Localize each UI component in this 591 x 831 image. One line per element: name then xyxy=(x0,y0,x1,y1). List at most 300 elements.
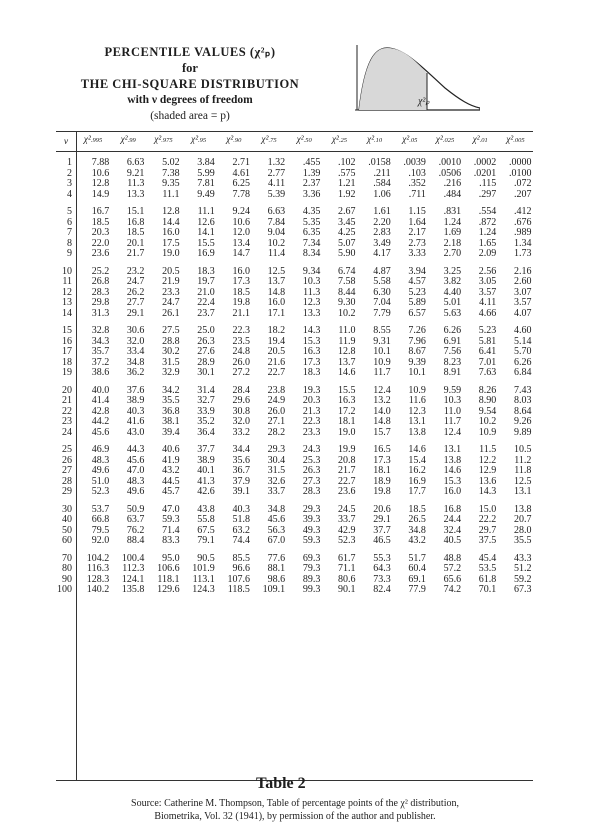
percentile-value-cell: 51.7 xyxy=(408,552,426,564)
table-row xyxy=(56,309,533,320)
percentile-value-cell: 4.60 xyxy=(513,325,532,336)
percentile-value-cell: 3.33 xyxy=(408,248,426,259)
percentile-value-cell: 27.5 xyxy=(162,325,180,336)
percentile-value-cell: 48.8 xyxy=(443,552,462,564)
percentile-value-cell: 37.7 xyxy=(373,524,391,536)
percentile-value-cell: 67.5 xyxy=(197,524,215,536)
column-header-subscript: .10 xyxy=(374,137,383,144)
percentile-value-cell: 17.3 xyxy=(373,454,391,466)
degrees-of-freedom-cell: 12 xyxy=(62,286,72,298)
percentile-value-cell: 124.3 xyxy=(192,584,215,595)
percentile-value-cell: 1.61 xyxy=(373,206,391,217)
percentile-value-cell: .989 xyxy=(513,227,532,238)
percentile-value-cell: 2.77 xyxy=(267,167,286,179)
percentile-value-cell: 99.3 xyxy=(302,584,321,595)
column-header xyxy=(463,135,497,145)
percentile-value-cell: 8.26 xyxy=(478,384,497,396)
percentile-value-cell: 35.7 xyxy=(91,346,110,357)
percentile-value-cell: 1.73 xyxy=(513,248,532,259)
column-header-symbol: χ² xyxy=(435,135,443,145)
percentile-value-cell: 50.9 xyxy=(126,503,145,515)
percentile-value-cell: 24.7 xyxy=(126,276,145,287)
percentile-value-cell: 21.7 xyxy=(338,465,356,476)
percentile-value-cell: 6.41 xyxy=(478,346,497,357)
percentile-value-cell: 135.8 xyxy=(121,584,145,595)
percentile-value-cell: 51.2 xyxy=(513,563,532,574)
percentile-value-cell: 12.9 xyxy=(478,465,497,476)
percentile-value-cell: .484 xyxy=(443,188,462,200)
percentile-value-cell: 9.31 xyxy=(373,335,391,347)
percentile-value-cell: 22.4 xyxy=(197,297,215,308)
percentile-value-cell: 7.56 xyxy=(443,346,462,357)
percentile-value-cell: 82.4 xyxy=(373,584,391,595)
percentile-value-cell: .0010 xyxy=(438,157,462,168)
percentile-value-cell: 42.8 xyxy=(91,405,110,417)
degrees-of-freedom-cell: 7 xyxy=(67,227,72,238)
percentile-value-cell: .711 xyxy=(408,188,426,200)
table-row xyxy=(56,515,533,526)
percentile-value-cell: 2.20 xyxy=(373,216,391,228)
percentile-value-cell: .455 xyxy=(302,157,321,168)
percentile-value-cell: 18.3 xyxy=(302,367,321,378)
table-row xyxy=(56,228,533,239)
percentile-value-cell: 18.5 xyxy=(232,286,250,298)
percentile-value-cell: 26.2 xyxy=(126,286,145,298)
percentile-value-cell: 45.4 xyxy=(478,552,497,564)
degrees-of-freedom-cell: 29 xyxy=(62,486,72,497)
percentile-value-cell: 26.5 xyxy=(408,514,426,525)
percentile-value-cell: 3.07 xyxy=(513,286,532,298)
percentile-value-cell: 17.3 xyxy=(302,356,321,368)
percentile-value-cell: 77.6 xyxy=(267,552,286,564)
percentile-value-cell: 1.64 xyxy=(408,216,426,228)
percentile-value-cell: 2.67 xyxy=(338,206,356,217)
percentile-value-cell: 26.0 xyxy=(232,356,250,368)
nu-column-header: ν xyxy=(63,137,69,147)
percentile-value-cell: 26.8 xyxy=(91,276,110,287)
percentile-value-cell: 88.4 xyxy=(126,535,145,546)
percentile-value-cell: 116.3 xyxy=(87,563,110,574)
percentile-value-cell: 90.5 xyxy=(197,552,215,564)
percentile-value-cell: 12.8 xyxy=(91,178,110,189)
percentile-value-cell: 33.4 xyxy=(126,346,145,357)
percentile-value-cell: 11.5 xyxy=(479,444,497,455)
percentile-value-cell: 13.7 xyxy=(267,276,286,287)
percentile-value-cell: 49.6 xyxy=(91,465,110,476)
percentile-value-cell: 9.54 xyxy=(478,405,497,417)
table-top-rule xyxy=(56,131,533,132)
percentile-value-cell: 38.9 xyxy=(126,395,145,406)
percentile-value-cell: .211 xyxy=(373,167,391,179)
percentile-value-cell: .352 xyxy=(408,178,426,189)
percentile-value-cell: 41.3 xyxy=(197,475,215,487)
percentile-value-cell: 30.6 xyxy=(126,325,145,336)
percentile-value-cell: 8.67 xyxy=(408,346,426,357)
percentile-value-cell: 31.3 xyxy=(91,307,110,319)
percentile-value-cell: 4.87 xyxy=(373,265,391,277)
percentile-value-cell: 31.5 xyxy=(267,465,286,476)
source-note xyxy=(60,797,530,823)
column-header-subscript: .01 xyxy=(479,137,488,144)
degrees-of-freedom-cell: 20 xyxy=(62,384,72,396)
percentile-value-cell: 9.30 xyxy=(338,297,356,308)
percentile-value-cell: 10.9 xyxy=(478,426,497,438)
percentile-value-cell: 12.4 xyxy=(373,384,391,396)
percentile-value-cell: 10.2 xyxy=(478,416,497,427)
degrees-of-freedom-cell: 18 xyxy=(62,356,72,368)
percentile-value-cell: 4.61 xyxy=(232,167,250,179)
table-row xyxy=(56,536,533,547)
percentile-value-cell: 6.57 xyxy=(408,307,426,319)
percentile-value-cell: 18.5 xyxy=(408,503,426,515)
percentile-value-cell: 25.2 xyxy=(91,265,110,277)
percentile-value-cell: 26.3 xyxy=(197,335,215,347)
percentile-value-cell: 49.3 xyxy=(302,524,321,536)
table-row xyxy=(56,158,533,169)
percentile-value-cell: 11.4 xyxy=(267,248,286,259)
percentile-value-cell: 38.9 xyxy=(197,454,215,466)
degrees-of-freedom-cell: 4 xyxy=(67,188,72,200)
percentile-value-cell: 46.9 xyxy=(91,444,110,455)
percentile-value-cell: 63.2 xyxy=(232,524,250,536)
percentile-value-cell: 7.26 xyxy=(408,325,426,336)
percentile-value-cell: 124.1 xyxy=(121,573,145,585)
percentile-value-cell: 42.9 xyxy=(338,524,356,536)
percentile-value-cell: 15.3 xyxy=(302,335,321,347)
column-header-symbol: χ² xyxy=(261,135,269,145)
percentile-value-cell: 39.1 xyxy=(232,486,250,497)
percentile-value-cell: 13.8 xyxy=(513,503,532,515)
percentile-value-cell: 14.8 xyxy=(373,416,391,427)
percentile-value-cell: 40.1 xyxy=(197,465,215,476)
percentile-value-cell: 29.6 xyxy=(232,395,250,406)
percentile-value-cell: 60.4 xyxy=(408,563,426,574)
percentile-value-cell: 20.7 xyxy=(513,514,532,525)
percentile-value-cell: 16.8 xyxy=(443,503,462,515)
percentile-value-cell: 9.35 xyxy=(162,178,180,189)
percentile-value-cell: .676 xyxy=(513,216,532,228)
degrees-of-freedom-cell: 17 xyxy=(62,346,72,357)
percentile-value-cell: 32.9 xyxy=(162,367,180,378)
percentile-value-cell: 13.3 xyxy=(126,188,145,200)
percentile-value-cell: 8.23 xyxy=(443,356,462,368)
percentile-value-cell: 34.8 xyxy=(267,503,286,515)
percentile-value-cell: 104.2 xyxy=(86,552,110,564)
percentile-value-cell: 25.0 xyxy=(197,325,215,336)
percentile-value-cell: 23.3 xyxy=(162,286,180,298)
percentile-value-cell: 6.74 xyxy=(338,265,356,277)
column-header-symbol: χ² xyxy=(296,135,304,145)
column-header xyxy=(182,135,216,145)
percentile-value-cell: 22.3 xyxy=(302,416,321,427)
column-header xyxy=(287,135,321,145)
percentile-value-cell: 14.7 xyxy=(232,248,250,259)
percentile-value-cell: 80.6 xyxy=(338,573,356,585)
percentile-value-cell: 3.25 xyxy=(443,265,462,277)
percentile-value-cell: 10.1 xyxy=(408,367,426,378)
percentile-table xyxy=(56,158,533,596)
percentile-value-cell: 40.0 xyxy=(91,384,110,396)
percentile-value-cell: .554 xyxy=(478,206,497,217)
percentile-value-cell: 51.0 xyxy=(91,475,110,487)
percentile-value-cell: 14.4 xyxy=(162,216,180,228)
percentile-value-cell: 44.5 xyxy=(162,475,180,487)
percentile-value-cell: 19.8 xyxy=(373,486,391,497)
percentile-value-cell: 12.3 xyxy=(408,405,426,417)
degrees-of-freedom-cell: 8 xyxy=(67,237,72,249)
percentile-value-cell: 15.5 xyxy=(197,237,215,249)
percentile-value-cell: 36.8 xyxy=(162,405,180,417)
percentile-value-cell: .216 xyxy=(443,178,462,189)
percentile-value-cell: 9.24 xyxy=(232,206,250,217)
percentile-value-cell: 27.3 xyxy=(302,475,321,487)
percentile-value-cell: 16.9 xyxy=(197,248,215,259)
percentile-value-cell: 5.14 xyxy=(513,335,532,347)
percentile-value-cell: 31.5 xyxy=(162,356,180,368)
percentile-value-cell: 21.0 xyxy=(197,286,215,298)
degrees-of-freedom-cell: 13 xyxy=(62,297,72,308)
percentile-value-cell: 32.6 xyxy=(267,475,286,487)
percentile-value-cell: 29.3 xyxy=(267,444,286,455)
percentile-value-cell: 28.4 xyxy=(232,384,250,396)
degrees-of-freedom-cell: 10 xyxy=(62,265,72,277)
percentile-value-cell: 32.7 xyxy=(197,395,215,406)
percentile-value-cell: 55.3 xyxy=(373,552,391,564)
column-header-subscript: .005 xyxy=(513,137,525,144)
percentile-value-cell: 27.6 xyxy=(197,346,215,357)
percentile-value-cell: 4.66 xyxy=(478,307,497,319)
percentile-value-cell: 79.1 xyxy=(197,535,215,546)
degrees-of-freedom-cell: 9 xyxy=(67,248,72,259)
percentile-value-cell: .0201 xyxy=(473,167,497,179)
percentile-value-cell: 83.3 xyxy=(162,535,180,546)
percentile-value-cell: 18.5 xyxy=(91,216,110,228)
percentile-value-cell: 66.8 xyxy=(91,514,110,525)
percentile-value-cell: 41.4 xyxy=(91,395,110,406)
percentile-value-cell: .297 xyxy=(478,188,497,200)
percentile-value-cell: 6.26 xyxy=(513,356,532,368)
percentile-value-cell: 6.63 xyxy=(267,206,286,217)
percentile-value-cell: 4.11 xyxy=(479,297,497,308)
percentile-value-cell: 47.0 xyxy=(126,465,145,476)
percentile-value-cell: 8.34 xyxy=(302,248,321,259)
percentile-value-cell: 38.6 xyxy=(91,367,110,378)
percentile-value-cell: .0002 xyxy=(473,157,497,168)
percentile-value-cell: 8.64 xyxy=(513,405,532,417)
percentile-value-cell: 9.26 xyxy=(513,416,532,427)
percentile-value-cell: .872 xyxy=(478,216,497,228)
percentile-value-cell: 9.39 xyxy=(408,356,426,368)
table-label: Table 2 xyxy=(256,775,306,792)
percentile-value-cell: 107.6 xyxy=(227,573,250,585)
table-row xyxy=(56,298,533,309)
percentile-value-cell: 45.6 xyxy=(126,454,145,466)
percentile-value-cell: 1.06 xyxy=(373,188,391,200)
percentile-value-cell: 56.3 xyxy=(267,524,286,536)
degrees-of-freedom-cell: 26 xyxy=(62,454,72,466)
table-row xyxy=(56,249,533,260)
table-row xyxy=(56,445,533,456)
percentile-value-cell: 20.3 xyxy=(91,227,110,238)
percentile-value-cell: 69.3 xyxy=(302,552,321,564)
percentile-value-cell: 69.1 xyxy=(408,573,426,585)
percentile-value-cell: 28.0 xyxy=(513,524,532,536)
percentile-value-cell: 74.4 xyxy=(232,535,250,546)
percentile-value-cell: 19.0 xyxy=(338,426,356,438)
percentile-value-cell: 15.7 xyxy=(373,426,391,438)
percentile-value-cell: 10.1 xyxy=(373,346,391,357)
percentile-value-cell: 36.4 xyxy=(197,426,215,438)
percentile-value-cell: 7.58 xyxy=(338,276,356,287)
percentile-value-cell: 17.7 xyxy=(408,486,426,497)
percentile-value-cell: 29.1 xyxy=(373,514,391,525)
percentile-value-cell: 106.6 xyxy=(157,563,180,574)
percentile-value-cell: .072 xyxy=(513,178,532,189)
table-row xyxy=(56,396,533,407)
percentile-value-cell: 11.0 xyxy=(443,405,462,417)
table-row xyxy=(56,190,533,201)
degrees-of-freedom-cell: 60 xyxy=(62,535,72,546)
degrees-of-freedom-cell: 70 xyxy=(62,552,72,564)
column-header xyxy=(322,135,356,145)
percentile-value-cell: 16.0 xyxy=(162,227,180,238)
percentile-value-cell: 16.9 xyxy=(408,475,426,487)
percentile-value-cell: 5.07 xyxy=(338,237,356,249)
degrees-of-freedom-cell: 5 xyxy=(67,206,72,217)
column-header xyxy=(146,135,180,145)
degrees-of-freedom-cell: 19 xyxy=(62,367,72,378)
percentile-value-cell: 9.89 xyxy=(513,426,532,438)
percentile-value-cell: 2.16 xyxy=(513,265,532,277)
degrees-of-freedom-cell: 14 xyxy=(62,307,72,319)
column-header xyxy=(393,135,427,145)
percentile-value-cell: 19.7 xyxy=(197,276,215,287)
percentile-value-cell: .115 xyxy=(479,178,497,189)
percentile-value-cell: 29.8 xyxy=(91,297,110,308)
percentile-value-cell: 18.3 xyxy=(197,265,215,277)
percentile-value-cell: 11.0 xyxy=(338,325,356,336)
percentile-value-cell: 28.8 xyxy=(162,335,180,347)
percentile-value-cell: 21.3 xyxy=(302,405,321,417)
percentile-value-cell: 17.1 xyxy=(267,307,286,319)
table-header-rule xyxy=(56,151,533,152)
percentile-value-cell: 24.3 xyxy=(302,444,321,455)
percentile-value-cell: 29.7 xyxy=(478,524,497,536)
percentile-value-cell: 29.3 xyxy=(302,503,321,515)
table-row xyxy=(56,347,533,358)
degrees-of-freedom-cell: 90 xyxy=(62,573,72,585)
percentile-value-cell: 3.05 xyxy=(478,276,497,287)
percentile-value-cell: 11.8 xyxy=(514,465,532,476)
table-row xyxy=(56,207,533,218)
percentile-value-cell: 12.8 xyxy=(162,206,180,217)
percentile-value-cell: 21.9 xyxy=(162,276,180,287)
percentile-value-cell: 5.63 xyxy=(443,307,462,319)
percentile-value-cell: 59.3 xyxy=(162,514,180,525)
percentile-value-cell: 38.1 xyxy=(162,416,180,427)
degrees-of-freedom-cell: 28 xyxy=(62,475,72,487)
percentile-value-cell: .0158 xyxy=(368,157,391,168)
percentile-value-cell: 20.5 xyxy=(267,346,286,357)
percentile-value-cell: 36.2 xyxy=(126,367,145,378)
percentile-value-cell: 4.40 xyxy=(443,286,462,298)
table-row xyxy=(56,368,533,379)
title-line-2: for xyxy=(182,61,198,75)
percentile-value-cell: 79.3 xyxy=(302,563,321,574)
column-header-symbol: χ² xyxy=(191,135,199,145)
percentile-value-cell: 7.84 xyxy=(267,216,286,228)
percentile-value-cell: 17.3 xyxy=(232,276,250,287)
percentile-value-cell: 3.57 xyxy=(478,286,497,298)
percentile-value-cell: 10.3 xyxy=(302,276,321,287)
degrees-of-freedom-cell: 1 xyxy=(67,157,72,168)
percentile-value-cell: 4.07 xyxy=(513,307,532,319)
percentile-value-cell: 14.6 xyxy=(338,367,356,378)
percentile-value-cell: 11.6 xyxy=(408,395,426,406)
percentile-value-cell: 44.3 xyxy=(126,444,145,455)
degrees-of-freedom-cell: 80 xyxy=(62,563,72,574)
percentile-value-cell: 16.2 xyxy=(408,465,426,476)
percentile-value-cell: 10.6 xyxy=(232,216,250,228)
percentile-value-cell: 15.1 xyxy=(126,206,145,217)
percentile-value-cell: 6.26 xyxy=(443,325,462,336)
column-header-symbol: χ² xyxy=(154,135,162,145)
percentile-value-cell: 2.18 xyxy=(443,237,462,249)
percentile-value-cell: 5.23 xyxy=(408,286,426,298)
percentile-value-cell: 37.2 xyxy=(91,356,110,368)
percentile-value-cell: 18.5 xyxy=(126,227,145,238)
percentile-value-cell: 76.2 xyxy=(126,524,145,536)
percentile-value-cell: 74.2 xyxy=(443,584,462,595)
percentile-value-cell: 25.3 xyxy=(302,454,321,466)
column-header-symbol: χ² xyxy=(226,135,234,145)
percentile-value-cell: 21.1 xyxy=(232,307,250,319)
percentile-value-cell: 7.04 xyxy=(373,297,391,308)
percentile-value-cell: 14.6 xyxy=(408,444,426,455)
column-header-subscript: .75 xyxy=(268,137,277,144)
percentile-value-cell: 14.3 xyxy=(302,325,321,336)
percentile-value-cell: 7.88 xyxy=(91,157,110,168)
percentile-value-cell: 19.8 xyxy=(232,297,250,308)
percentile-value-cell: 53.5 xyxy=(478,563,497,574)
percentile-value-cell: 5.35 xyxy=(302,216,321,228)
column-header-symbol: χ² xyxy=(367,135,375,145)
percentile-value-cell: .103 xyxy=(408,167,426,179)
percentile-value-cell: 30.4 xyxy=(267,454,286,466)
percentile-value-cell: 15.0 xyxy=(478,503,497,515)
percentile-value-cell: 48.3 xyxy=(91,454,110,466)
percentile-value-cell: 26.1 xyxy=(162,307,180,319)
percentile-value-cell: 16.5 xyxy=(373,444,391,455)
degrees-of-freedom-cell: 2 xyxy=(67,167,72,179)
percentile-value-cell: 1.24 xyxy=(478,227,497,238)
percentile-value-cell: 21.6 xyxy=(267,356,286,368)
table-row xyxy=(56,277,533,288)
percentile-value-cell: 5.81 xyxy=(478,335,497,347)
percentile-value-cell: 18.1 xyxy=(338,416,356,427)
percentile-value-cell: 28.9 xyxy=(197,356,215,368)
percentile-value-cell: 1.65 xyxy=(478,237,497,249)
table-row xyxy=(56,466,533,477)
column-header-symbol: χ² xyxy=(402,135,410,145)
percentile-value-cell: 1.39 xyxy=(302,167,321,179)
column-header xyxy=(252,135,286,145)
table-row xyxy=(56,179,533,190)
percentile-value-cell: 118.5 xyxy=(227,584,250,595)
percentile-value-cell: 4.57 xyxy=(408,276,426,287)
source-line-1: Source: Catherine M. Thompson, Table of percentage points of the χ² distribution, xyxy=(131,798,459,809)
percentile-value-cell: 12.3 xyxy=(302,297,321,308)
